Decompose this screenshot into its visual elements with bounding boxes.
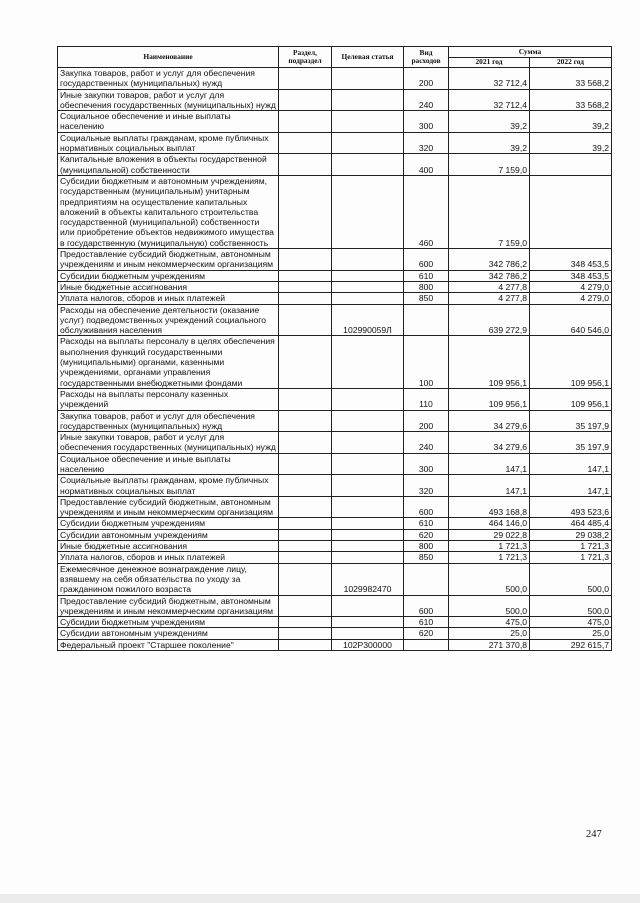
row-sum-2022: 109 956,1 bbox=[530, 388, 612, 410]
row-target bbox=[332, 496, 404, 518]
table-row bbox=[58, 388, 612, 410]
row-sum-2021: 342 786,2 bbox=[449, 249, 530, 271]
row-sum-2022: 25,0 bbox=[530, 628, 612, 639]
row-sum-2021: 29 022,8 bbox=[449, 529, 530, 540]
row-section bbox=[279, 132, 332, 154]
table-row bbox=[58, 529, 612, 540]
row-type: 240 bbox=[404, 89, 449, 111]
row-sum-2022: 640 546,0 bbox=[530, 304, 612, 336]
row-target bbox=[332, 529, 404, 540]
table-row bbox=[58, 628, 612, 639]
row-sum-2022: 147,1 bbox=[530, 475, 612, 497]
row-target bbox=[332, 628, 404, 639]
row-type: 850 bbox=[404, 293, 449, 304]
table-row bbox=[58, 270, 612, 281]
row-section bbox=[279, 628, 332, 639]
row-sum-2021: 1 721,3 bbox=[449, 541, 530, 552]
row-sum-2022: 35 197,9 bbox=[530, 432, 612, 454]
row-type: 200 bbox=[404, 410, 449, 432]
row-name: Капитальные вложения в объекты государственной (муниципальной) собственности bbox=[58, 154, 279, 176]
row-target bbox=[332, 111, 404, 133]
row-sum-2022: 4 279,0 bbox=[530, 281, 612, 292]
row-type: 200 bbox=[404, 68, 449, 90]
row-sum-2021: 4 277,8 bbox=[449, 293, 530, 304]
row-target: 102990059Л bbox=[332, 304, 404, 336]
row-target bbox=[332, 617, 404, 628]
row-sum-2021: 342 786,2 bbox=[449, 270, 530, 281]
row-section bbox=[279, 304, 332, 336]
row-name: Субсидии автономным учреждениям bbox=[58, 628, 279, 639]
row-name: Социальные выплаты гражданам, кроме публичных нормативных социальных выплат bbox=[58, 475, 279, 497]
row-section bbox=[279, 281, 332, 292]
row-sum-2022: 500,0 bbox=[530, 563, 612, 595]
row-sum-2022: 493 523,6 bbox=[530, 496, 612, 518]
row-target bbox=[332, 410, 404, 432]
row-section bbox=[279, 249, 332, 271]
row-type: 400 bbox=[404, 154, 449, 176]
row-target bbox=[332, 175, 404, 248]
row-name: Иные бюджетные ассигнования bbox=[58, 541, 279, 552]
table-row bbox=[58, 89, 612, 111]
row-sum-2021: 7 159,0 bbox=[449, 154, 530, 176]
row-sum-2022: 348 453,5 bbox=[530, 249, 612, 271]
row-sum-2022: 1 721,3 bbox=[530, 541, 612, 552]
row-sum-2022: 33 568,2 bbox=[530, 68, 612, 90]
row-type bbox=[404, 563, 449, 595]
table-row bbox=[58, 475, 612, 497]
row-sum-2022: 33 568,2 bbox=[530, 89, 612, 111]
row-type bbox=[404, 304, 449, 336]
header-sum: Сумма bbox=[449, 47, 612, 58]
row-sum-2022: 1 721,3 bbox=[530, 552, 612, 563]
row-type: 460 bbox=[404, 175, 449, 248]
row-sum-2021: 639 272,9 bbox=[449, 304, 530, 336]
header-section: Раздел, подраздел bbox=[279, 47, 332, 68]
row-sum-2021: 500,0 bbox=[449, 595, 530, 617]
row-sum-2021: 34 279,6 bbox=[449, 432, 530, 454]
row-name: Расходы на обеспечение деятельности (оказание услуг) подведомственных учреждений социального обслуживания населения bbox=[58, 304, 279, 336]
row-target bbox=[332, 541, 404, 552]
row-section bbox=[279, 518, 332, 529]
row-type: 300 bbox=[404, 111, 449, 133]
row-section bbox=[279, 68, 332, 90]
table-row bbox=[58, 541, 612, 552]
row-type: 610 bbox=[404, 270, 449, 281]
row-section bbox=[279, 154, 332, 176]
row-target bbox=[332, 432, 404, 454]
row-sum-2021: 147,1 bbox=[449, 475, 530, 497]
row-sum-2021: 32 712,4 bbox=[449, 68, 530, 90]
row-sum-2021: 475,0 bbox=[449, 617, 530, 628]
row-sum-2022: 500,0 bbox=[530, 595, 612, 617]
table-row bbox=[58, 111, 612, 133]
row-name: Предоставление субсидий бюджетным, автономным учреждениям и иным некоммерческим организациям bbox=[58, 595, 279, 617]
scan-edge bbox=[0, 894, 640, 903]
table-row bbox=[58, 563, 612, 595]
table-row bbox=[58, 175, 612, 248]
row-sum-2022: 39,2 bbox=[530, 132, 612, 154]
row-target bbox=[332, 453, 404, 475]
row-name: Субсидии автономным учреждениям bbox=[58, 529, 279, 540]
row-type: 850 bbox=[404, 552, 449, 563]
row-name: Иные закупки товаров, работ и услуг для обеспечения государственных (муниципальных) нужд bbox=[58, 89, 279, 111]
row-sum-2022: 348 453,5 bbox=[530, 270, 612, 281]
row-sum-2021: 39,2 bbox=[449, 132, 530, 154]
row-target: 1029982470 bbox=[332, 563, 404, 595]
row-section bbox=[279, 496, 332, 518]
header-type: Вид расходов bbox=[404, 47, 449, 68]
row-type: 320 bbox=[404, 475, 449, 497]
row-name: Расходы на выплаты персоналу в целях обеспечения выполнения функций государственными (муниципальными) органами, казенными учреждениями, органами управления государственными внебюджетными фондами bbox=[58, 336, 279, 388]
row-sum-2022: 35 197,9 bbox=[530, 410, 612, 432]
row-name: Уплата налогов, сборов и иных платежей bbox=[58, 552, 279, 563]
row-sum-2021: 500,0 bbox=[449, 563, 530, 595]
header-year-2022: 2022 год bbox=[530, 58, 612, 68]
table-row bbox=[58, 432, 612, 454]
row-name: Закупка товаров, работ и услуг для обеспечения государственных (муниципальных) нужд bbox=[58, 68, 279, 90]
row-sum-2021: 4 277,8 bbox=[449, 281, 530, 292]
row-sum-2021: 271 370,8 bbox=[449, 639, 530, 650]
page-number: 247 bbox=[586, 829, 602, 840]
row-target bbox=[332, 132, 404, 154]
row-target bbox=[332, 336, 404, 388]
row-type: 110 bbox=[404, 388, 449, 410]
row-type: 800 bbox=[404, 281, 449, 292]
table-row bbox=[58, 453, 612, 475]
row-type: 610 bbox=[404, 518, 449, 529]
row-sum-2022 bbox=[530, 175, 612, 248]
row-section bbox=[279, 111, 332, 133]
row-section bbox=[279, 541, 332, 552]
row-sum-2022 bbox=[530, 154, 612, 176]
row-section bbox=[279, 552, 332, 563]
row-section bbox=[279, 89, 332, 111]
table-row bbox=[58, 132, 612, 154]
row-type: 800 bbox=[404, 541, 449, 552]
row-section bbox=[279, 563, 332, 595]
table-row bbox=[58, 410, 612, 432]
row-section bbox=[279, 388, 332, 410]
table-header bbox=[58, 47, 612, 68]
table-row bbox=[58, 68, 612, 90]
row-type: 610 bbox=[404, 617, 449, 628]
row-name: Предоставление субсидий бюджетным, автономным учреждениям и иным некоммерческим организациям bbox=[58, 496, 279, 518]
row-type: 240 bbox=[404, 432, 449, 454]
row-name: Субсидии бюджетным учреждениям bbox=[58, 617, 279, 628]
table-row bbox=[58, 249, 612, 271]
row-sum-2022: 147,1 bbox=[530, 453, 612, 475]
row-target bbox=[332, 388, 404, 410]
header-name: Наименование bbox=[58, 47, 279, 68]
row-target bbox=[332, 68, 404, 90]
row-type: 620 bbox=[404, 628, 449, 639]
row-target bbox=[332, 293, 404, 304]
row-type: 600 bbox=[404, 595, 449, 617]
row-type: 300 bbox=[404, 453, 449, 475]
table-row bbox=[58, 293, 612, 304]
row-type: 320 bbox=[404, 132, 449, 154]
table-row bbox=[58, 518, 612, 529]
row-type: 600 bbox=[404, 496, 449, 518]
row-sum-2022: 4 279,0 bbox=[530, 293, 612, 304]
row-name: Уплата налогов, сборов и иных платежей bbox=[58, 293, 279, 304]
row-sum-2022: 475,0 bbox=[530, 617, 612, 628]
row-section bbox=[279, 453, 332, 475]
row-section bbox=[279, 336, 332, 388]
row-sum-2021: 147,1 bbox=[449, 453, 530, 475]
row-sum-2021: 39,2 bbox=[449, 111, 530, 133]
row-target bbox=[332, 518, 404, 529]
table-row bbox=[58, 304, 612, 336]
row-name: Закупка товаров, работ и услуг для обеспечения государственных (муниципальных) нужд bbox=[58, 410, 279, 432]
row-target: 102Р300000 bbox=[332, 639, 404, 650]
table-row bbox=[58, 552, 612, 563]
row-name: Расходы на выплаты персоналу казенных учреждений bbox=[58, 388, 279, 410]
row-sum-2021: 7 159,0 bbox=[449, 175, 530, 248]
row-section bbox=[279, 432, 332, 454]
row-sum-2022: 29 038,2 bbox=[530, 529, 612, 540]
row-name: Предоставление субсидий бюджетным, автономным учреждениям и иным некоммерческим организациям bbox=[58, 249, 279, 271]
table-row bbox=[58, 281, 612, 292]
row-type: 620 bbox=[404, 529, 449, 540]
row-name: Субсидии бюджетным учреждениям bbox=[58, 518, 279, 529]
header-target: Целевая статья bbox=[332, 47, 404, 68]
table-row bbox=[58, 617, 612, 628]
row-section bbox=[279, 639, 332, 650]
row-name: Федеральный проект "Старшее поколение" bbox=[58, 639, 279, 650]
row-sum-2021: 493 168,8 bbox=[449, 496, 530, 518]
table-body bbox=[58, 68, 612, 651]
row-sum-2021: 464 146,0 bbox=[449, 518, 530, 529]
row-sum-2021: 1 721,3 bbox=[449, 552, 530, 563]
row-name: Социальное обеспечение и иные выплаты населению bbox=[58, 453, 279, 475]
row-section bbox=[279, 475, 332, 497]
row-type bbox=[404, 639, 449, 650]
header-year-2021: 2021 год bbox=[449, 58, 530, 68]
row-sum-2022: 109 956,1 bbox=[530, 336, 612, 388]
row-section bbox=[279, 410, 332, 432]
row-sum-2021: 32 712,4 bbox=[449, 89, 530, 111]
row-type: 600 bbox=[404, 249, 449, 271]
row-sum-2021: 25,0 bbox=[449, 628, 530, 639]
table-row bbox=[58, 639, 612, 650]
row-name: Социальные выплаты гражданам, кроме публичных нормативных социальных выплат bbox=[58, 132, 279, 154]
row-sum-2021: 34 279,6 bbox=[449, 410, 530, 432]
budget-table bbox=[57, 46, 612, 651]
row-section bbox=[279, 529, 332, 540]
table-row bbox=[58, 496, 612, 518]
row-sum-2022: 292 615,7 bbox=[530, 639, 612, 650]
row-target bbox=[332, 281, 404, 292]
row-target bbox=[332, 89, 404, 111]
row-name: Субсидии бюджетным учреждениям bbox=[58, 270, 279, 281]
row-target bbox=[332, 249, 404, 271]
row-type: 100 bbox=[404, 336, 449, 388]
row-section bbox=[279, 175, 332, 248]
row-target bbox=[332, 154, 404, 176]
row-section bbox=[279, 595, 332, 617]
row-sum-2021: 109 956,1 bbox=[449, 388, 530, 410]
table-row bbox=[58, 336, 612, 388]
row-sum-2022: 39,2 bbox=[530, 111, 612, 133]
row-name: Ежемесячное денежное вознаграждение лицу, взявшему на себя обязательства по уходу за гражданином пожилого возраста bbox=[58, 563, 279, 595]
row-name: Социальное обеспечение и иные выплаты населению bbox=[58, 111, 279, 133]
row-name: Субсидии бюджетным и автономным учреждениям, государственным (муниципальным) унитарным предприятиям на осуществление капитальных вложений в объекты капитального строительства государственной (муниципальной) собственности или приобретение объектов недвижимого имущества в государственную (муниципальную) собственность bbox=[58, 175, 279, 248]
row-section bbox=[279, 293, 332, 304]
table-row bbox=[58, 154, 612, 176]
row-target bbox=[332, 552, 404, 563]
row-sum-2021: 109 956,1 bbox=[449, 336, 530, 388]
row-name: Иные закупки товаров, работ и услуг для обеспечения государственных (муниципальных) нужд bbox=[58, 432, 279, 454]
row-sum-2022: 464 485,4 bbox=[530, 518, 612, 529]
table-row bbox=[58, 595, 612, 617]
row-name: Иные бюджетные ассигнования bbox=[58, 281, 279, 292]
row-section bbox=[279, 270, 332, 281]
row-target bbox=[332, 595, 404, 617]
row-section bbox=[279, 617, 332, 628]
row-target bbox=[332, 270, 404, 281]
row-target bbox=[332, 475, 404, 497]
